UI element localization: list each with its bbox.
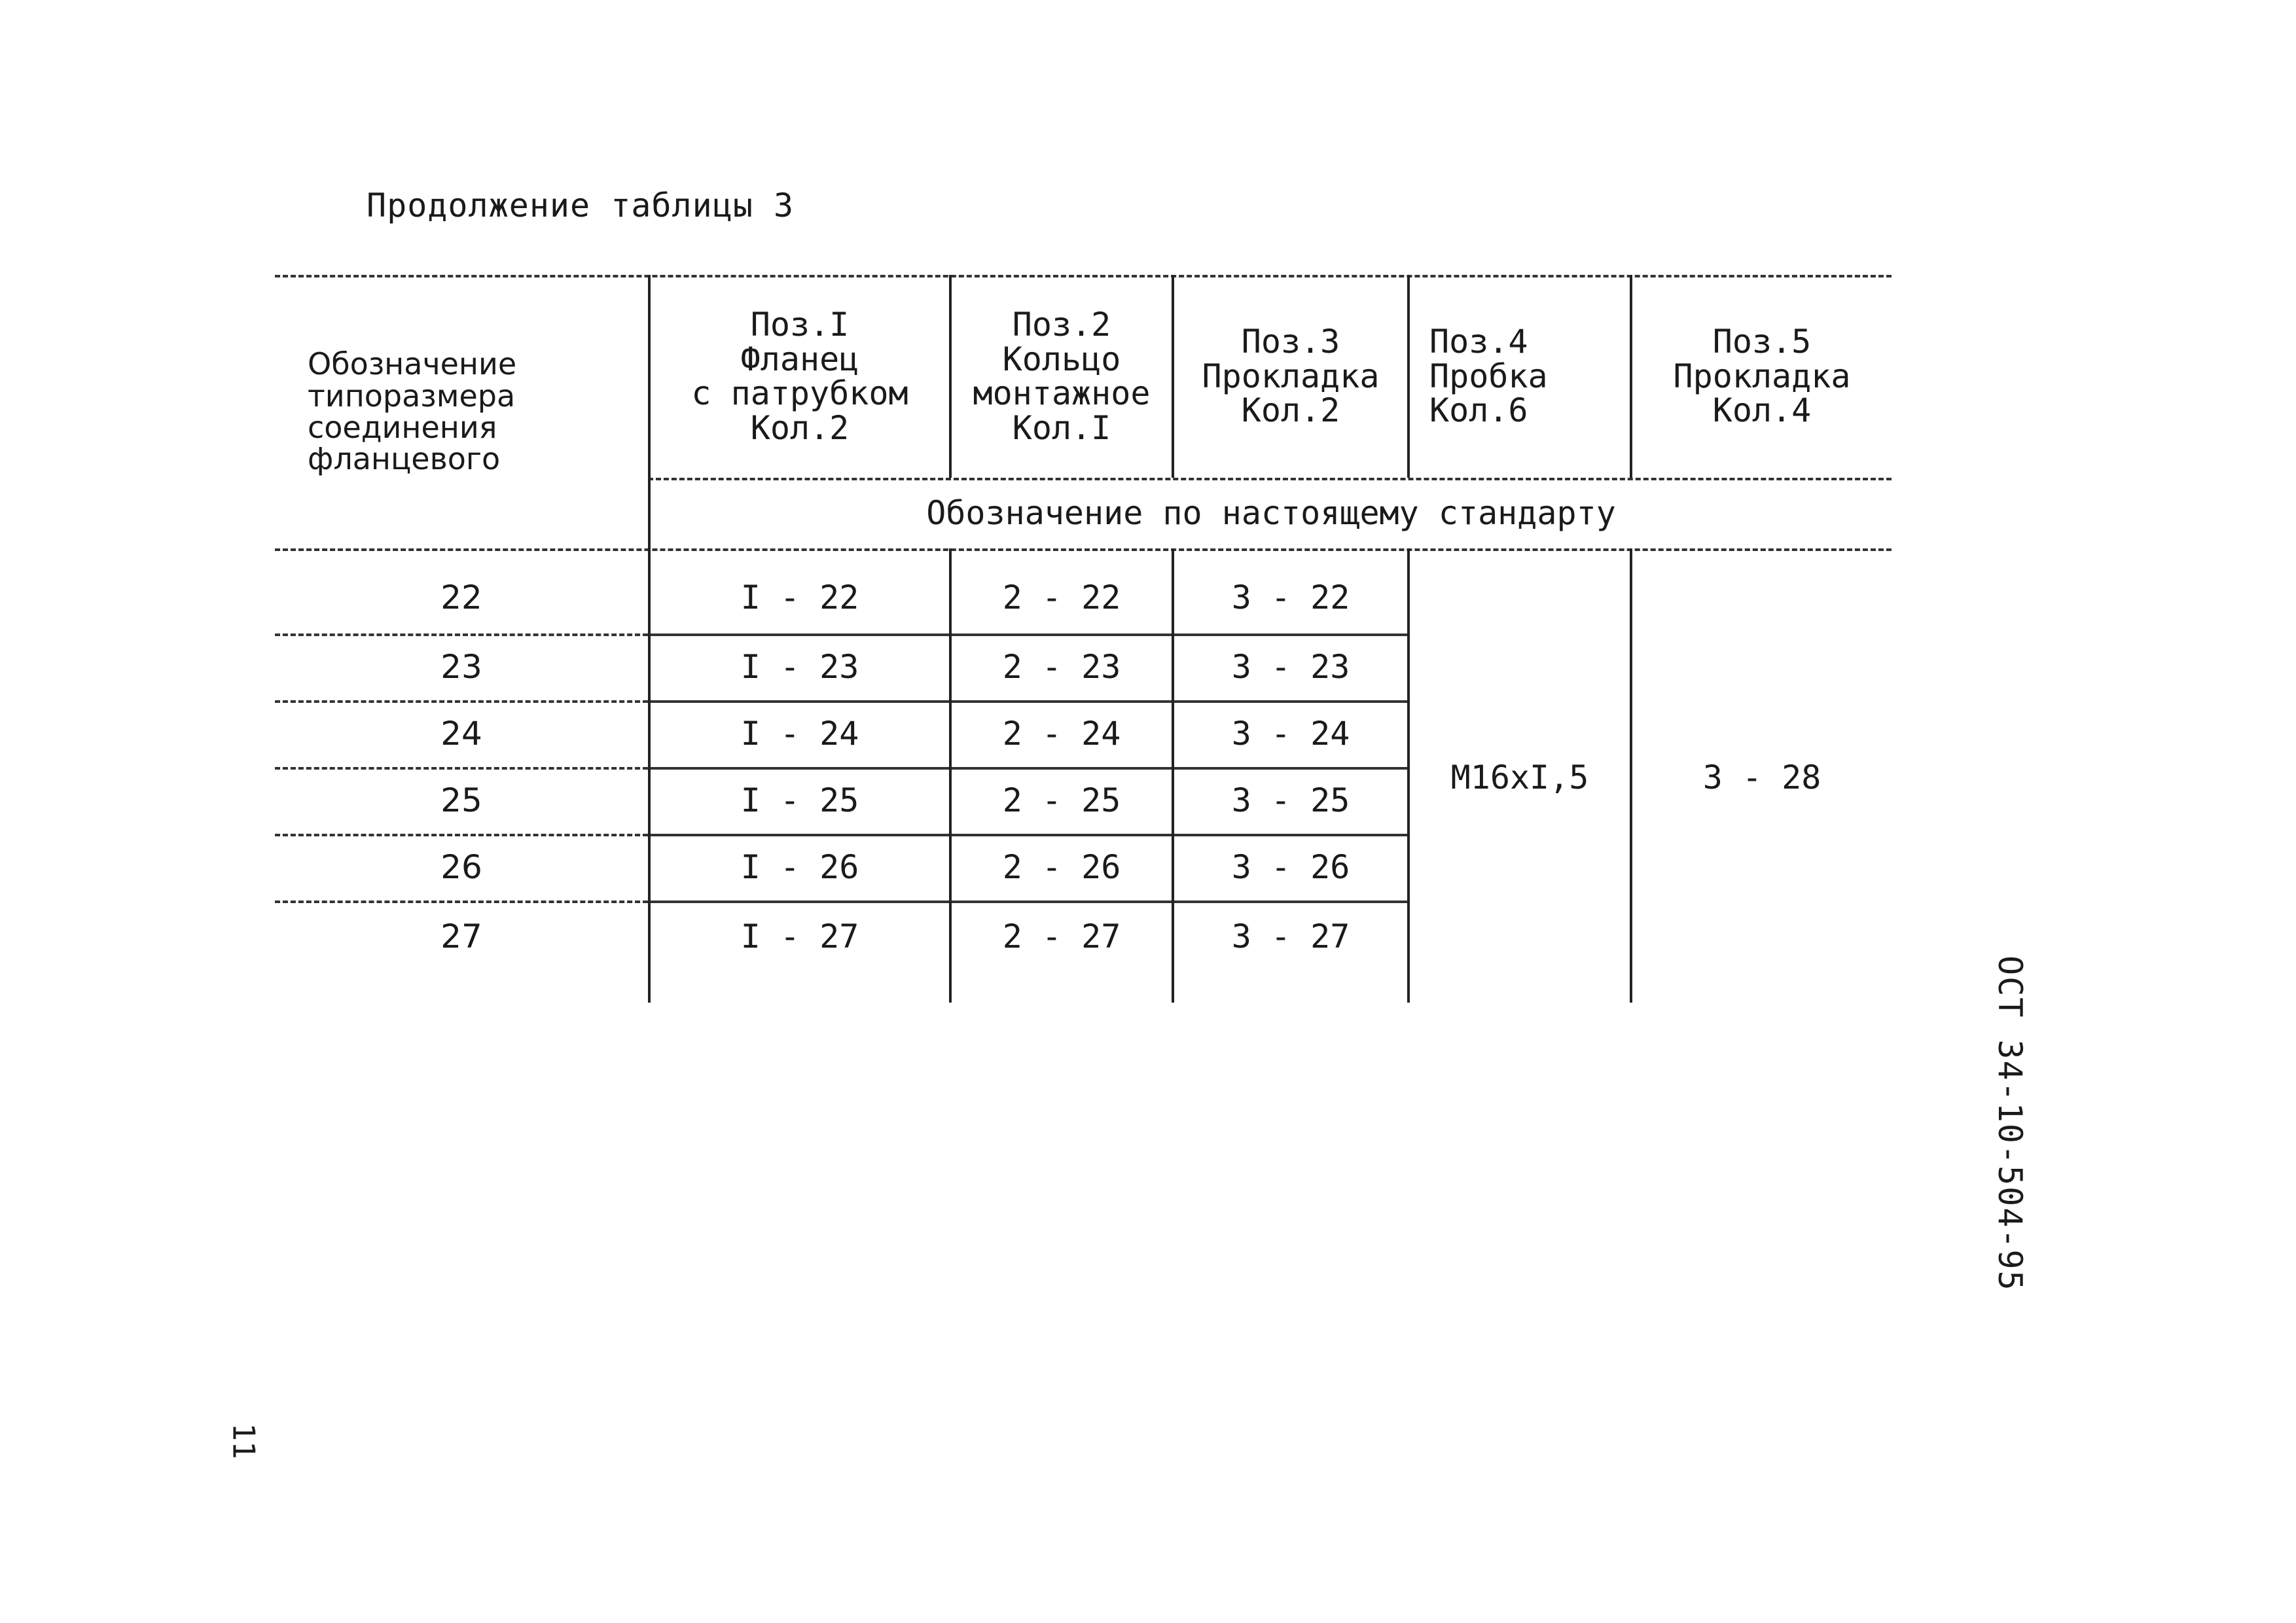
data-table: [275, 275, 1892, 1003]
header-cell: Поз.4 Пробка Кол.6: [1429, 323, 1548, 430]
table-cell: I - 27: [740, 917, 859, 955]
document-code: ОСТ 34-10-504-95: [1991, 955, 2029, 1292]
table-cell: 22: [440, 578, 482, 616]
page-number: 11: [226, 1423, 262, 1459]
table-cell: I - 26: [740, 847, 859, 886]
table-cell: I - 23: [740, 647, 859, 686]
table-cell: 24: [440, 714, 482, 753]
header-cell: Поз.5 Прокладка Кол.4: [1673, 323, 1851, 430]
table-cell: 3 - 22: [1231, 578, 1350, 616]
merged-cell-plug: М16хI,5: [1450, 758, 1589, 796]
table-cell: 25: [440, 781, 482, 819]
table-cell: I - 25: [740, 781, 859, 819]
merged-cell-gasket: 3 - 28: [1702, 758, 1821, 796]
table-cell: 2 - 25: [1002, 781, 1121, 819]
table-cell: 26: [440, 847, 482, 886]
header-cell: Поз.2 Кольцо монтажное Кол.I: [973, 306, 1151, 447]
table-cell: I - 22: [740, 578, 859, 616]
table-cell: 3 - 23: [1231, 647, 1350, 686]
table-cell: 3 - 26: [1231, 847, 1350, 886]
subheader-cell: Обозначение по настоящему стандарту: [926, 493, 1616, 532]
table-cell: 23: [440, 647, 482, 686]
table-cell: 2 - 22: [1002, 578, 1121, 616]
table-caption: Продолжение таблицы 3: [367, 187, 795, 224]
table-cell: I - 24: [740, 714, 859, 753]
table-cell: 2 - 27: [1002, 917, 1121, 955]
table-cell: 2 - 23: [1002, 647, 1121, 686]
table-cell: 2 - 24: [1002, 714, 1121, 753]
table-cell: 27: [440, 917, 482, 955]
header-cell: Обозначение типоразмера соединения фланцевого: [308, 346, 517, 477]
table-cell: 2 - 26: [1002, 847, 1121, 886]
table-cell: 3 - 27: [1231, 917, 1350, 955]
table-cell: 3 - 24: [1231, 714, 1350, 753]
header-cell: Поз.3 Прокладка Кол.2: [1202, 323, 1380, 430]
table-cell: 3 - 25: [1231, 781, 1350, 819]
header-cell: Поз.I Фланец с патрубком Кол.2: [691, 306, 908, 447]
